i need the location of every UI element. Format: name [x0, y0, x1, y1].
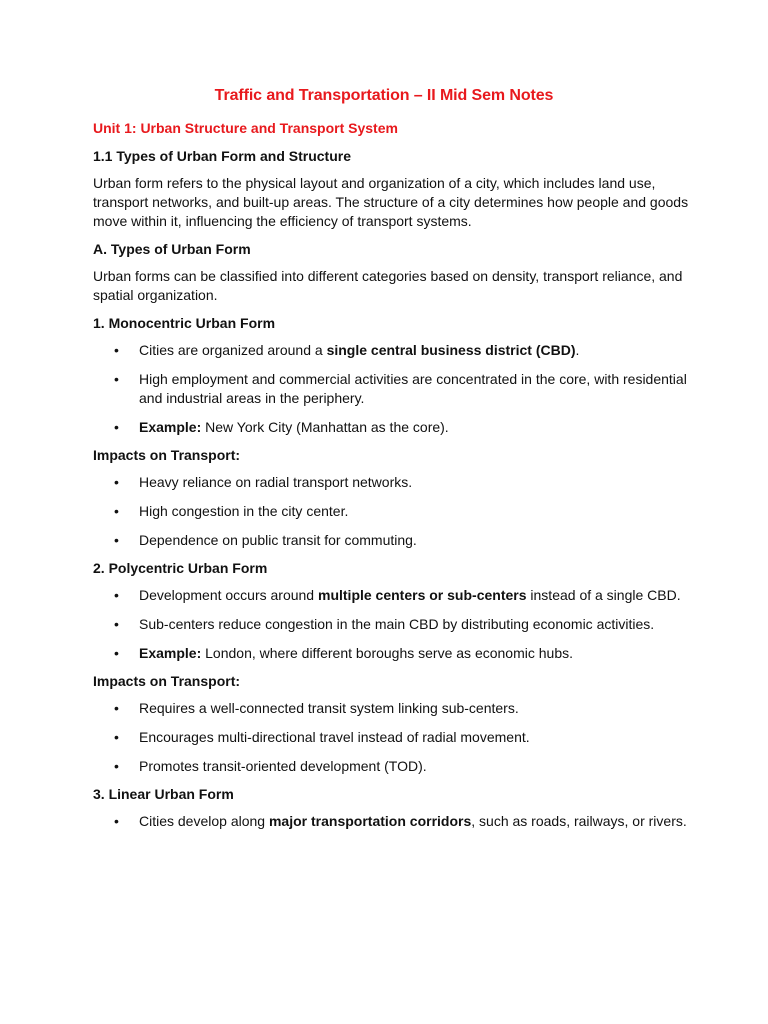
bullet-icon: •	[114, 700, 119, 716]
list-item	[93, 531, 693, 550]
bullet-icon: •	[114, 587, 119, 603]
monocentric-b1-bold: single central business district (CBD)	[326, 342, 576, 358]
impact-text: High congestion in the city center.	[139, 503, 349, 519]
bullet-icon: •	[114, 419, 119, 435]
polycentric-example-text: London, where different boroughs serve as economic hubs.	[201, 645, 574, 661]
polycentric-list	[93, 586, 693, 663]
monocentric-example-text: New York City (Manhattan as the core).	[201, 419, 449, 435]
polycentric-example-label: Example:	[139, 645, 202, 661]
section-1-1-heading: 1.1 Types of Urban Form and Structure	[93, 148, 352, 164]
bullet-icon: •	[114, 342, 119, 358]
list-item	[93, 370, 693, 408]
bullet-icon: •	[114, 813, 119, 829]
bullet-icon: •	[114, 729, 119, 745]
document-content	[93, 120, 693, 831]
list-item	[93, 418, 693, 437]
section-1-1-paragraph: Urban form refers to the physical layout and organization of a city, which includes land use, transport networks, and built-up areas. The structure of a city determines how people and goods move within it, influencing the efficiency of transport systems.	[93, 175, 689, 229]
bullet-icon: •	[114, 758, 119, 774]
polycentric-impacts-list	[93, 699, 693, 776]
document-title: Traffic and Transportation – II Mid Sem Notes	[214, 87, 554, 104]
polycentric-b1-pre: Development occurs around	[139, 587, 318, 603]
impact-text: Requires a well-connected transit system linking sub-centers.	[139, 700, 519, 716]
linear-heading: 3. Linear Urban Form	[93, 786, 234, 802]
bullet-icon: •	[114, 616, 119, 632]
unit-heading: Unit 1: Urban Structure and Transport System	[93, 120, 398, 136]
polycentric-b1-bold: multiple centers or sub-centers	[318, 587, 527, 603]
bullet-icon: •	[114, 532, 119, 548]
monocentric-b2: High employment and commercial activities are concentrated in the core, with residential and industrial areas in the periphery.	[139, 371, 687, 406]
list-item	[93, 615, 693, 634]
bullet-icon: •	[114, 371, 119, 387]
polycentric-b1-post: instead of a single CBD.	[526, 587, 681, 603]
bullet-icon: •	[114, 503, 119, 519]
impact-text: Dependence on public transit for commuting.	[139, 532, 417, 548]
impact-text: Heavy reliance on radial transport networks.	[139, 474, 413, 490]
linear-b1-bold: major transportation corridors	[268, 813, 472, 829]
list-item	[93, 699, 693, 718]
list-item	[93, 812, 693, 831]
section-a-heading: A. Types of Urban Form	[93, 241, 251, 257]
monocentric-b1-pre: Cities are organized around a	[139, 342, 327, 358]
monocentric-impacts-list	[93, 473, 693, 550]
bullet-icon: •	[114, 645, 119, 661]
linear-b1-pre: Cities develop along	[139, 813, 269, 829]
list-item	[93, 586, 693, 605]
monocentric-list	[93, 341, 693, 437]
section-a-paragraph: Urban forms can be classified into different categories based on density, transport reliance, and spatial organization.	[93, 268, 683, 303]
list-item	[93, 644, 693, 663]
impact-text: Promotes transit-oriented development (TOD).	[139, 758, 427, 774]
linear-list	[93, 812, 693, 831]
monocentric-impacts-heading: Impacts on Transport:	[93, 447, 241, 463]
polycentric-impacts-heading: Impacts on Transport:	[93, 673, 241, 689]
bullet-icon: •	[114, 474, 119, 490]
monocentric-b1-post: .	[575, 342, 580, 358]
polycentric-heading: 2. Polycentric Urban Form	[93, 560, 268, 576]
linear-b1-post: , such as roads, railways, or rivers.	[471, 813, 687, 829]
polycentric-b2: Sub-centers reduce congestion in the main CBD by distributing economic activities.	[139, 616, 655, 632]
impact-text: Encourages multi-directional travel instead of radial movement.	[139, 729, 530, 745]
monocentric-heading: 1. Monocentric Urban Form	[93, 315, 276, 331]
monocentric-example-label: Example:	[139, 419, 202, 435]
list-item	[93, 757, 693, 776]
list-item	[93, 341, 693, 360]
list-item	[93, 502, 693, 521]
list-item	[93, 473, 693, 492]
list-item	[93, 728, 693, 747]
